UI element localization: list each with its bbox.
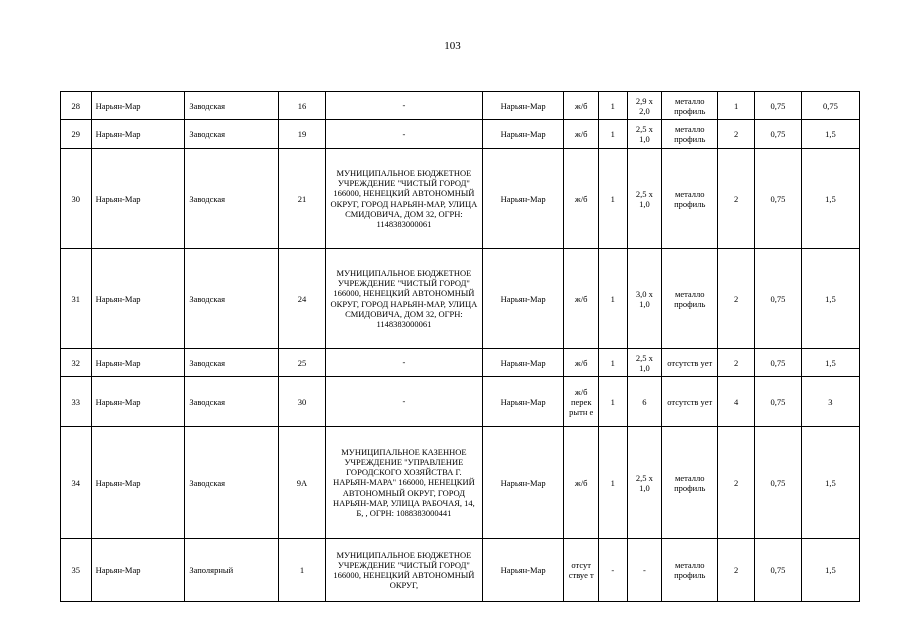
city-cell: Нарьян-Мар: [91, 539, 185, 602]
table-row: [61, 120, 860, 149]
house-cell: 1: [279, 539, 326, 602]
count-cell: 1: [599, 120, 628, 149]
row-number: 35: [61, 539, 92, 602]
organization-cell: МУНИЦИПАЛЬНОЕ БЮДЖЕТНОЕ УЧРЕЖДЕНИЕ "ЧИСТЫЙ ГОРОД" 166000, НЕНЕЦКИЙ АВТОНОМНЫЙ ОКРУГ,: [325, 539, 482, 602]
volume-cell: 0,75: [754, 539, 801, 602]
area-cell: 2,5 x 1,0: [627, 149, 662, 249]
area-cell: 6: [627, 377, 662, 427]
street-cell: Заводская: [185, 149, 279, 249]
row-number: 33: [61, 377, 92, 427]
organization-cell: -: [325, 92, 482, 120]
house-cell: 24: [279, 249, 326, 349]
street-cell: Заводская: [185, 92, 279, 120]
city-cell: Нарьян-Мар: [91, 149, 185, 249]
containers-cell: 2: [718, 349, 755, 377]
row-number: 29: [61, 120, 92, 149]
organization-cell: МУНИЦИПАЛЬНОЕ КАЗЕННОЕ УЧРЕЖДЕНИЕ "УПРАВЛЕНИЕ ГОРОДСКОГО ХОЗЯЙСТВА Г. НАРЬЯН-МАРА" 166000, НЕНЕЦКИЙ АВТОНОМНЫЙ ОКРУГ, ГОРОД НАРЬЯН-МАР, УЛИЦА РАБОЧАЯ, 14, Б, , ОГРН: 1088383000441: [325, 427, 482, 539]
volume-cell: 0,75: [754, 149, 801, 249]
containers-cell: 4: [718, 377, 755, 427]
settlement-cell: Нарьян-Мар: [482, 149, 564, 249]
area-cell: 2,9 x 2,0: [627, 92, 662, 120]
total-cell: 1,5: [801, 149, 859, 249]
house-cell: 16: [279, 92, 326, 120]
row-number: 31: [61, 249, 92, 349]
street-cell: Заводская: [185, 377, 279, 427]
count-cell: 1: [599, 377, 628, 427]
containers-cell: 2: [718, 120, 755, 149]
containers-cell: 2: [718, 539, 755, 602]
area-cell: -: [627, 539, 662, 602]
volume-cell: 0,75: [754, 377, 801, 427]
total-cell: 3: [801, 377, 859, 427]
table-row: [61, 92, 860, 120]
containers-cell: 2: [718, 249, 755, 349]
table-row: [61, 539, 860, 602]
base-cell: ж/б: [564, 92, 599, 120]
containers-cell: 1: [718, 92, 755, 120]
street-cell: Заводская: [185, 249, 279, 349]
base-cell: ж/б: [564, 427, 599, 539]
base-cell: отсут ствуе т: [564, 539, 599, 602]
count-cell: 1: [599, 249, 628, 349]
street-cell: Заводская: [185, 427, 279, 539]
house-cell: 25: [279, 349, 326, 377]
street-cell: Заводская: [185, 349, 279, 377]
organization-cell: -: [325, 349, 482, 377]
total-cell: 1,5: [801, 249, 859, 349]
total-cell: 0,75: [801, 92, 859, 120]
fence-cell: металло профиль: [662, 149, 718, 249]
settlement-cell: Нарьян-Мар: [482, 349, 564, 377]
count-cell: 1: [599, 349, 628, 377]
total-cell: 1,5: [801, 349, 859, 377]
city-cell: Нарьян-Мар: [91, 120, 185, 149]
page-number: 103: [444, 40, 461, 52]
base-cell: ж/б перек рытн е: [564, 377, 599, 427]
table-row: [61, 349, 860, 377]
city-cell: Нарьян-Мар: [91, 349, 185, 377]
containers-cell: 2: [718, 427, 755, 539]
volume-cell: 0,75: [754, 349, 801, 377]
settlement-cell: Нарьян-Мар: [482, 92, 564, 120]
row-number: 30: [61, 149, 92, 249]
fence-cell: металло профиль: [662, 120, 718, 149]
city-cell: Нарьян-Мар: [91, 249, 185, 349]
fence-cell: металло профиль: [662, 539, 718, 602]
organization-cell: МУНИЦИПАЛЬНОЕ БЮДЖЕТНОЕ УЧРЕЖДЕНИЕ "ЧИСТЫЙ ГОРОД" 166000, НЕНЕЦКИЙ АВТОНОМНЫЙ ОКРУГ, ГОРОД НАРЬЯН-МАР, УЛИЦА СМИДОВИЧА, ДОМ 32, ОГРН: 1148383000061: [325, 249, 482, 349]
organization-cell: -: [325, 120, 482, 149]
table-row: [61, 377, 860, 427]
settlement-cell: Нарьян-Мар: [482, 427, 564, 539]
fence-cell: металло профиль: [662, 92, 718, 120]
base-cell: ж/б: [564, 120, 599, 149]
containers-cell: 2: [718, 149, 755, 249]
street-cell: Заполярный: [185, 539, 279, 602]
organization-cell: МУНИЦИПАЛЬНОЕ БЮДЖЕТНОЕ УЧРЕЖДЕНИЕ "ЧИСТЫЙ ГОРОД" 166000, НЕНЕЦКИЙ АВТОНОМНЫЙ ОКРУГ, ГОРОД НАРЬЯН-МАР, УЛИЦА СМИДОВИЧА, ДОМ 32, ОГРН: 1148383000061: [325, 149, 482, 249]
waste-sites-table: [60, 91, 860, 602]
fence-cell: металло профиль: [662, 249, 718, 349]
fence-cell: металло профиль: [662, 427, 718, 539]
city-cell: Нарьян-Мар: [91, 92, 185, 120]
total-cell: 1,5: [801, 539, 859, 602]
settlement-cell: Нарьян-Мар: [482, 539, 564, 602]
volume-cell: 0,75: [754, 249, 801, 349]
table-row: [61, 149, 860, 249]
count-cell: 1: [599, 149, 628, 249]
settlement-cell: Нарьян-Мар: [482, 120, 564, 149]
fence-cell: отсутств ует: [662, 377, 718, 427]
street-cell: Заводская: [185, 120, 279, 149]
table-row: [61, 427, 860, 539]
city-cell: Нарьян-Мар: [91, 427, 185, 539]
count-cell: -: [599, 539, 628, 602]
house-cell: 21: [279, 149, 326, 249]
organization-cell: -: [325, 377, 482, 427]
row-number: 34: [61, 427, 92, 539]
total-cell: 1,5: [801, 427, 859, 539]
settlement-cell: Нарьян-Мар: [482, 249, 564, 349]
base-cell: ж/б: [564, 149, 599, 249]
total-cell: 1,5: [801, 120, 859, 149]
count-cell: 1: [599, 92, 628, 120]
area-cell: 2,5 x 1,0: [627, 427, 662, 539]
base-cell: ж/б: [564, 249, 599, 349]
fence-cell: отсутств ует: [662, 349, 718, 377]
row-number: 32: [61, 349, 92, 377]
count-cell: 1: [599, 427, 628, 539]
row-number: 28: [61, 92, 92, 120]
volume-cell: 0,75: [754, 92, 801, 120]
table-row: [61, 249, 860, 349]
settlement-cell: Нарьян-Мар: [482, 377, 564, 427]
house-cell: 9А: [279, 427, 326, 539]
volume-cell: 0,75: [754, 120, 801, 149]
house-cell: 30: [279, 377, 326, 427]
area-cell: 3,0 x 1,0: [627, 249, 662, 349]
house-cell: 19: [279, 120, 326, 149]
base-cell: ж/б: [564, 349, 599, 377]
city-cell: Нарьян-Мар: [91, 377, 185, 427]
area-cell: 2,5 x 1,0: [627, 120, 662, 149]
area-cell: 2,5 x 1,0: [627, 349, 662, 377]
volume-cell: 0,75: [754, 427, 801, 539]
